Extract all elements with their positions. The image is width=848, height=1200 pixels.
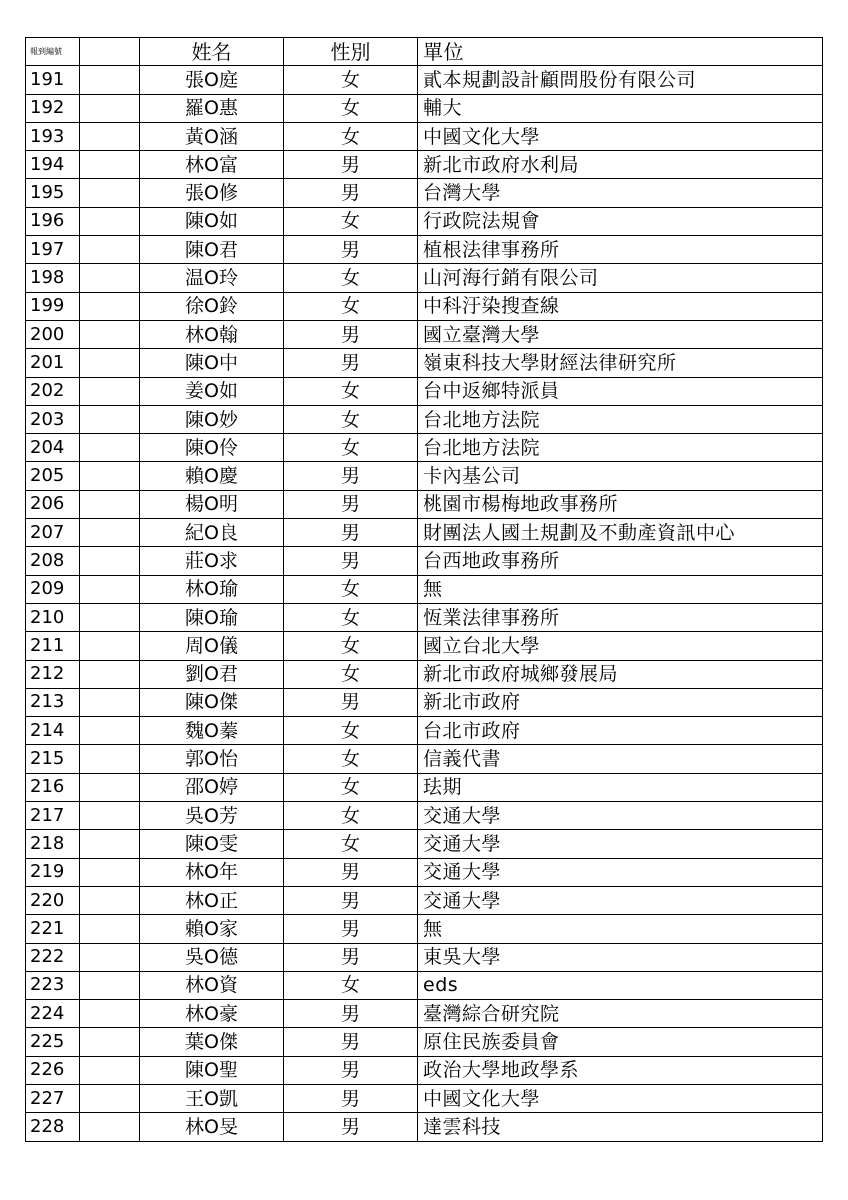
table-row [26, 1028, 823, 1056]
row-number: 192 [26, 94, 80, 122]
row-organization: eds [418, 971, 823, 999]
row-organization: 無 [418, 915, 823, 943]
row-gender: 男 [284, 886, 418, 914]
row-blank [80, 349, 140, 377]
row-gender: 女 [284, 575, 418, 603]
row-blank [80, 1000, 140, 1028]
row-organization: 交通大學 [418, 886, 823, 914]
row-number: 201 [26, 349, 80, 377]
header-blank [80, 38, 140, 66]
row-organization: 新北市政府 [418, 688, 823, 716]
row-organization: 台中返鄉特派員 [418, 377, 823, 405]
row-number: 224 [26, 1000, 80, 1028]
row-blank [80, 490, 140, 518]
row-blank [80, 66, 140, 94]
header-organization: 單位 [418, 38, 823, 66]
row-name: 陳O雯 [140, 830, 284, 858]
row-name: 陳O如 [140, 207, 284, 235]
row-name: 魏O蓁 [140, 717, 284, 745]
table-body [26, 66, 823, 1141]
row-gender: 女 [284, 264, 418, 292]
row-gender: 女 [284, 405, 418, 433]
table-row [26, 207, 823, 235]
row-name: 張O修 [140, 179, 284, 207]
row-name: 陳O伶 [140, 434, 284, 462]
table-row [26, 434, 823, 462]
row-gender: 女 [284, 434, 418, 462]
row-blank [80, 1056, 140, 1084]
row-organization: 中國文化大學 [418, 122, 823, 150]
row-number: 204 [26, 434, 80, 462]
table-row [26, 603, 823, 631]
row-organization: 山河海行銷有限公司 [418, 264, 823, 292]
row-number: 218 [26, 830, 80, 858]
row-number: 217 [26, 802, 80, 830]
row-organization: 信義代書 [418, 745, 823, 773]
table-row [26, 886, 823, 914]
row-blank [80, 94, 140, 122]
row-blank [80, 773, 140, 801]
row-organization: 國立臺灣大學 [418, 320, 823, 348]
row-organization: 台北市政府 [418, 717, 823, 745]
row-blank [80, 236, 140, 264]
row-gender: 女 [284, 830, 418, 858]
row-number: 200 [26, 320, 80, 348]
row-number: 197 [26, 236, 80, 264]
row-organization: 原住民族委員會 [418, 1028, 823, 1056]
row-gender: 男 [284, 943, 418, 971]
header-gender: 性別 [284, 38, 418, 66]
row-name: 周O儀 [140, 632, 284, 660]
row-blank [80, 405, 140, 433]
row-number: 207 [26, 519, 80, 547]
row-name: 羅O惠 [140, 94, 284, 122]
row-number: 196 [26, 207, 80, 235]
row-name: 郭O怡 [140, 745, 284, 773]
row-number: 222 [26, 943, 80, 971]
row-gender: 男 [284, 462, 418, 490]
row-organization: 行政院法規會 [418, 207, 823, 235]
row-name: 紀O良 [140, 519, 284, 547]
table-row [26, 830, 823, 858]
row-name: 陳O聖 [140, 1056, 284, 1084]
row-gender: 女 [284, 377, 418, 405]
row-gender: 女 [284, 122, 418, 150]
row-gender: 男 [284, 349, 418, 377]
row-number: 221 [26, 915, 80, 943]
row-gender: 男 [284, 320, 418, 348]
table-row [26, 575, 823, 603]
row-gender: 女 [284, 292, 418, 320]
row-blank [80, 151, 140, 179]
row-organization: 輔大 [418, 94, 823, 122]
row-blank [80, 632, 140, 660]
row-name: 林O豪 [140, 1000, 284, 1028]
table-row [26, 264, 823, 292]
row-number: 228 [26, 1113, 80, 1141]
row-blank [80, 971, 140, 999]
row-gender: 女 [284, 773, 418, 801]
row-gender: 男 [284, 858, 418, 886]
row-blank [80, 207, 140, 235]
row-blank [80, 122, 140, 150]
table-row [26, 688, 823, 716]
row-name: 陳O傑 [140, 688, 284, 716]
row-number: 206 [26, 490, 80, 518]
row-organization: 恆業法律事務所 [418, 603, 823, 631]
row-organization: 台北地方法院 [418, 434, 823, 462]
row-name: 温O玲 [140, 264, 284, 292]
table-row [26, 66, 823, 94]
row-gender: 女 [284, 971, 418, 999]
row-name: 陳O中 [140, 349, 284, 377]
table-row [26, 320, 823, 348]
row-name: 林O瑜 [140, 575, 284, 603]
row-organization: 桃園市楊梅地政事務所 [418, 490, 823, 518]
row-gender: 男 [284, 490, 418, 518]
row-gender: 男 [284, 547, 418, 575]
table-row [26, 490, 823, 518]
table-row [26, 94, 823, 122]
row-number: 203 [26, 405, 80, 433]
row-number: 226 [26, 1056, 80, 1084]
row-gender: 男 [284, 236, 418, 264]
row-number: 225 [26, 1028, 80, 1056]
row-number: 193 [26, 122, 80, 150]
table-row [26, 151, 823, 179]
row-name: 張O庭 [140, 66, 284, 94]
row-gender: 男 [284, 1000, 418, 1028]
row-blank [80, 519, 140, 547]
row-gender: 男 [284, 179, 418, 207]
row-blank [80, 886, 140, 914]
row-number: 210 [26, 603, 80, 631]
row-name: 吳O芳 [140, 802, 284, 830]
row-gender: 女 [284, 660, 418, 688]
row-number: 216 [26, 773, 80, 801]
row-number: 212 [26, 660, 80, 688]
row-organization: 貳本規劃設計顧問股份有限公司 [418, 66, 823, 94]
row-number: 219 [26, 858, 80, 886]
table-row [26, 632, 823, 660]
row-organization: 交通大學 [418, 858, 823, 886]
row-gender: 女 [284, 745, 418, 773]
row-blank [80, 830, 140, 858]
table-row [26, 802, 823, 830]
row-name: 陳O妙 [140, 405, 284, 433]
row-gender: 男 [284, 1084, 418, 1112]
row-blank [80, 547, 140, 575]
row-name: 葉O傑 [140, 1028, 284, 1056]
row-name: 陳O瑜 [140, 603, 284, 631]
row-number: 202 [26, 377, 80, 405]
table-row [26, 1084, 823, 1112]
row-blank [80, 858, 140, 886]
row-blank [80, 943, 140, 971]
table-row [26, 179, 823, 207]
row-organization: 植根法律事務所 [418, 236, 823, 264]
row-gender: 女 [284, 94, 418, 122]
row-organization: 臺灣綜合研究院 [418, 1000, 823, 1028]
row-number: 209 [26, 575, 80, 603]
row-organization: 財團法人國土規劃及不動產資訊中心 [418, 519, 823, 547]
row-blank [80, 377, 140, 405]
table-row [26, 971, 823, 999]
row-number: 205 [26, 462, 80, 490]
row-name: 林O翰 [140, 320, 284, 348]
row-gender: 男 [284, 1056, 418, 1084]
table-row [26, 915, 823, 943]
row-blank [80, 320, 140, 348]
row-blank [80, 745, 140, 773]
row-organization: 台灣大學 [418, 179, 823, 207]
row-name: 楊O明 [140, 490, 284, 518]
row-organization: 交通大學 [418, 802, 823, 830]
table-row [26, 660, 823, 688]
row-name: 賴O家 [140, 915, 284, 943]
row-blank [80, 660, 140, 688]
table-row [26, 519, 823, 547]
row-organization: 政治大學地政學系 [418, 1056, 823, 1084]
row-name: 吳O德 [140, 943, 284, 971]
row-blank [80, 717, 140, 745]
row-gender: 女 [284, 207, 418, 235]
row-blank [80, 688, 140, 716]
row-name: 陳O君 [140, 236, 284, 264]
table-row [26, 1056, 823, 1084]
table-row [26, 547, 823, 575]
row-blank [80, 292, 140, 320]
row-gender: 女 [284, 802, 418, 830]
row-organization: 中國文化大學 [418, 1084, 823, 1112]
row-name: 莊O求 [140, 547, 284, 575]
row-gender: 女 [284, 632, 418, 660]
row-organization: 國立台北大學 [418, 632, 823, 660]
row-number: 211 [26, 632, 80, 660]
row-blank [80, 915, 140, 943]
row-blank [80, 1084, 140, 1112]
table-row [26, 858, 823, 886]
row-name: 劉O君 [140, 660, 284, 688]
row-name: 姜O如 [140, 377, 284, 405]
row-blank [80, 603, 140, 631]
row-gender: 男 [284, 915, 418, 943]
table-row [26, 717, 823, 745]
row-gender: 男 [284, 1028, 418, 1056]
row-blank [80, 575, 140, 603]
row-number: 214 [26, 717, 80, 745]
table-row [26, 1000, 823, 1028]
row-gender: 女 [284, 717, 418, 745]
row-organization: 珐期 [418, 773, 823, 801]
row-organization: 交通大學 [418, 830, 823, 858]
row-organization: 新北市政府城鄉發展局 [418, 660, 823, 688]
row-number: 223 [26, 971, 80, 999]
table-row [26, 349, 823, 377]
row-organization: 台西地政事務所 [418, 547, 823, 575]
row-organization: 台北地方法院 [418, 405, 823, 433]
row-name: 賴O慶 [140, 462, 284, 490]
table-row [26, 292, 823, 320]
header-name: 姓名 [140, 38, 284, 66]
row-organization: 卡內基公司 [418, 462, 823, 490]
row-gender: 男 [284, 151, 418, 179]
header-row [26, 38, 823, 66]
row-name: 林O正 [140, 886, 284, 914]
row-number: 213 [26, 688, 80, 716]
row-blank [80, 1113, 140, 1141]
table-row [26, 745, 823, 773]
row-number: 198 [26, 264, 80, 292]
table-row [26, 462, 823, 490]
row-name: 林O資 [140, 971, 284, 999]
row-organization: 中科汙染搜查線 [418, 292, 823, 320]
row-name: 林O年 [140, 858, 284, 886]
row-gender: 女 [284, 603, 418, 631]
row-number: 220 [26, 886, 80, 914]
row-blank [80, 462, 140, 490]
row-name: 王O凱 [140, 1084, 284, 1112]
row-number: 194 [26, 151, 80, 179]
row-organization: 嶺東科技大學財經法律研究所 [418, 349, 823, 377]
row-gender: 男 [284, 688, 418, 716]
header-check-in-number: 報到編號 [26, 38, 80, 66]
row-organization: 達雲科技 [418, 1113, 823, 1141]
row-number: 208 [26, 547, 80, 575]
row-blank [80, 179, 140, 207]
row-number: 215 [26, 745, 80, 773]
row-organization: 無 [418, 575, 823, 603]
table-row [26, 377, 823, 405]
row-name: 林O旻 [140, 1113, 284, 1141]
row-number: 199 [26, 292, 80, 320]
table-row [26, 943, 823, 971]
table-row [26, 1113, 823, 1141]
row-gender: 男 [284, 1113, 418, 1141]
row-number: 191 [26, 66, 80, 94]
attendee-table [25, 37, 823, 1142]
table-row [26, 236, 823, 264]
row-blank [80, 264, 140, 292]
row-name: 林O富 [140, 151, 284, 179]
row-name: 邵O婷 [140, 773, 284, 801]
row-number: 227 [26, 1084, 80, 1112]
row-gender: 男 [284, 519, 418, 547]
table-row [26, 773, 823, 801]
row-blank [80, 1028, 140, 1056]
table-row [26, 405, 823, 433]
table-row [26, 122, 823, 150]
row-organization: 東吳大學 [418, 943, 823, 971]
row-name: 黃O涵 [140, 122, 284, 150]
row-blank [80, 434, 140, 462]
row-gender: 女 [284, 66, 418, 94]
row-blank [80, 802, 140, 830]
row-number: 195 [26, 179, 80, 207]
row-organization: 新北市政府水利局 [418, 151, 823, 179]
row-name: 徐O鈴 [140, 292, 284, 320]
